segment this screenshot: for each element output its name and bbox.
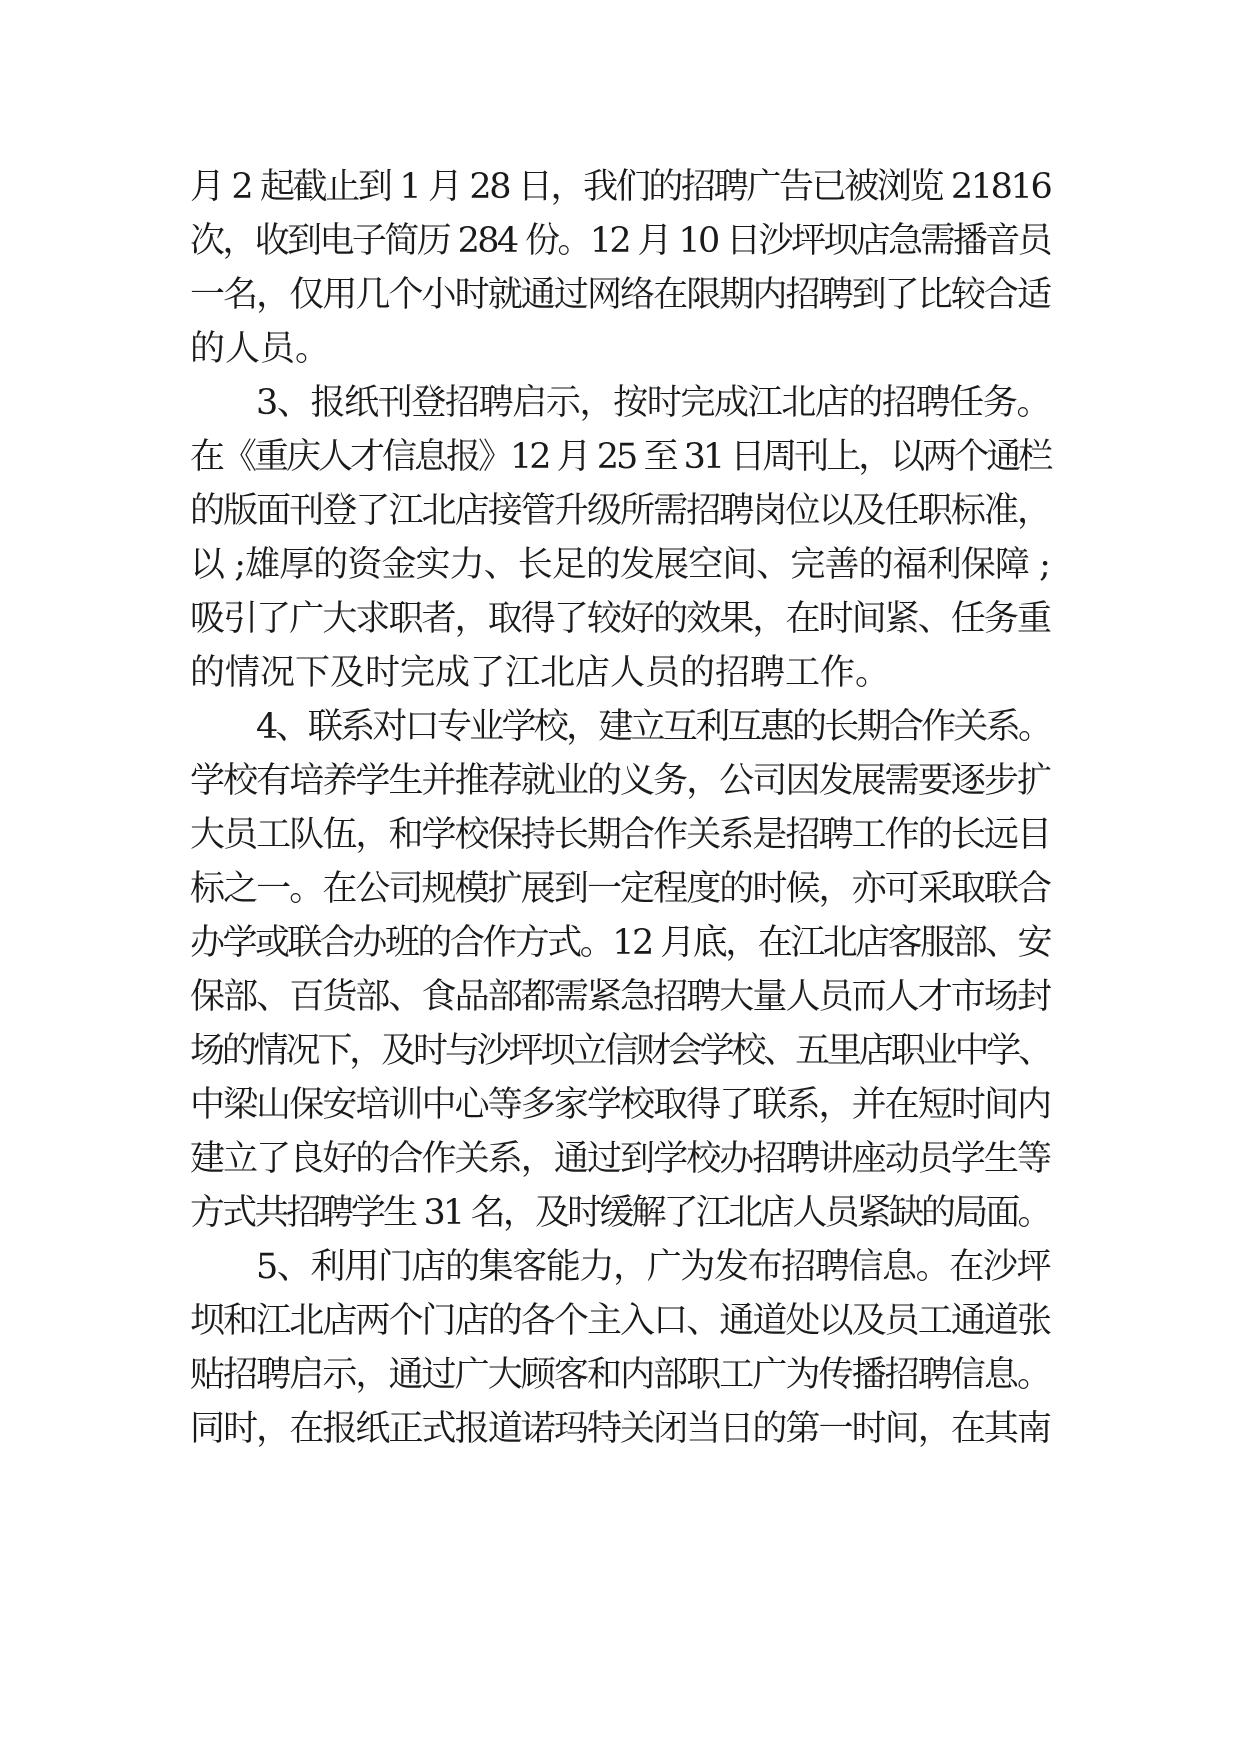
text-line: 一名，仅用几个小时就通过网络在限期内招聘到了比较合适 (190, 275, 1051, 315)
text-line: 方式共招聘学生 31 名，及时缓解了江北店人员紧缺的局面。 (190, 1193, 1050, 1233)
text-line: 吸引了广大求职者，取得了较好的效果，在时间紧、任务重 (190, 599, 1051, 639)
text-line: 的人员。 (190, 329, 331, 369)
text-line: 办学或联合办班的合作方式。12 月底，在江北店客服部、安 (190, 923, 1050, 963)
text-line: 场的情况下，及时与沙坪坝立信财会学校、五里店职业中学、 (190, 1031, 1050, 1071)
text-line: 保部、百货部、食品部都需紧急招聘大量人员而人才市场封 (190, 977, 1051, 1017)
text-line: 月 2 起截止到 1 月 28 日，我们的招聘广告已被浏览 21816 (190, 167, 1051, 207)
text-line: 4、联系对口专业学校，建立互利互惠的长期合作关系。 (256, 707, 1051, 747)
text-line: 次，收到电子简历 284 份。12 月 10 日沙坪坝店急需播音员 (190, 221, 1050, 261)
text-line: 在《重庆人才信息报》12 月 25 至 31 日周刊上，以两个通栏 (190, 437, 1051, 477)
text-line: 建立了良好的合作关系，通过到学校办招聘讲座动员学生等 (190, 1139, 1051, 1179)
text-line: 3、报纸刊登招聘启示，按时完成江北店的招聘任务。 (256, 383, 1051, 423)
text-line: 学校有培养学生并推荐就业的义务，公司因发展需要逐步扩 (190, 761, 1051, 801)
text-line: 大员工队伍，和学校保持长期合作关系是招聘工作的长远目 (190, 815, 1051, 855)
text-line: 坝和江北店两个门店的各个主入口、通道处以及员工通道张 (190, 1301, 1051, 1341)
text-line: 5、利用门店的集客能力，广为发布招聘信息。在沙坪 (256, 1247, 1051, 1287)
text-line: 贴招聘启示，通过广大顾客和内部职工广为传播招聘信息。 (190, 1355, 1051, 1395)
text-line: 同时，在报纸正式报道诺玛特关闭当日的第一时间，在其南 (190, 1409, 1051, 1449)
text-line: 的版面刊登了江北店接管升级所需招聘岗位以及任职标准， (190, 491, 1051, 531)
text-line: 以 ;雄厚的资金实力、长足的发展空间、完善的福利保障 ; (190, 545, 1050, 585)
text-line: 中梁山保安培训中心等多家学校取得了联系，并在短时间内 (190, 1085, 1051, 1125)
document-body (190, 160, 1050, 1456)
text-line: 标之一。在公司规模扩展到一定程度的时候，亦可采取联合 (190, 869, 1051, 909)
text-line: 的情况下及时完成了江北店人员的招聘工作。 (190, 653, 891, 693)
